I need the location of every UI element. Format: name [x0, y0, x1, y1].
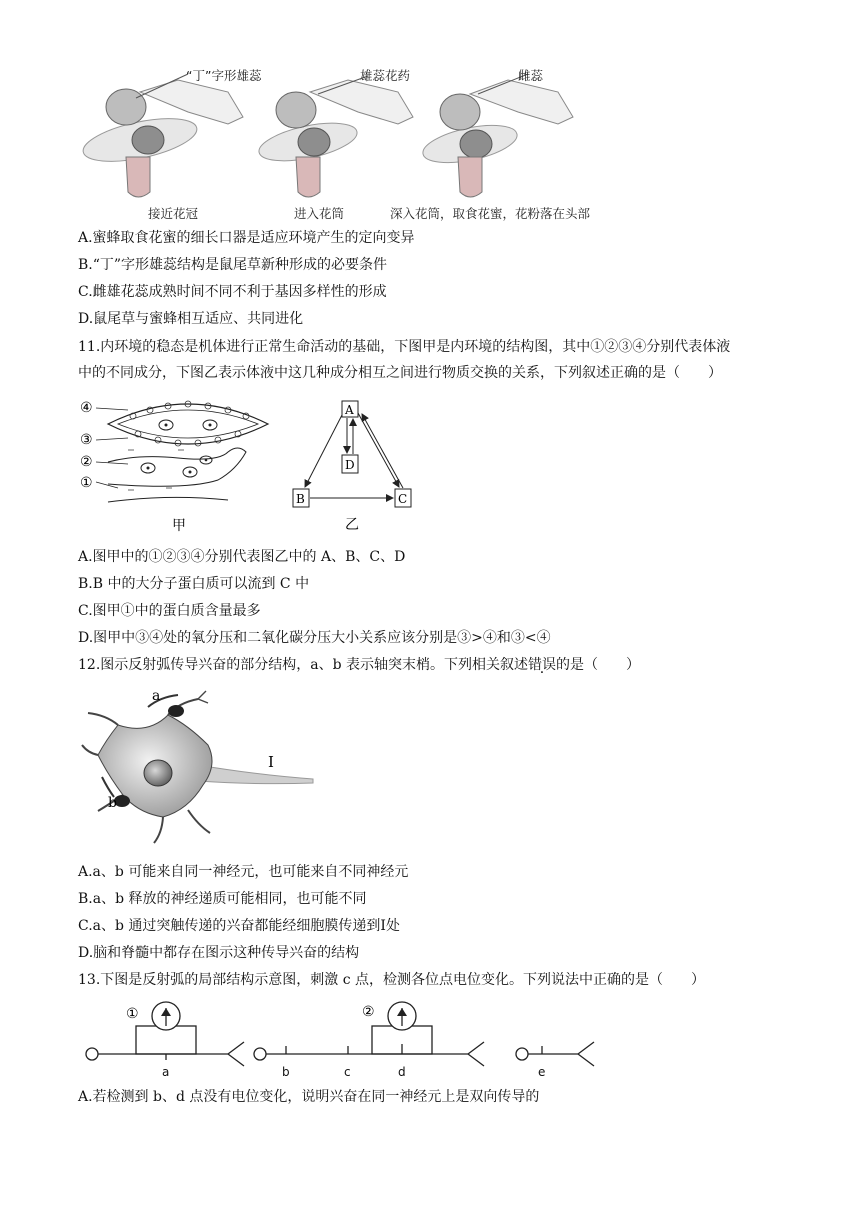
reflex-arc-diagram	[78, 996, 618, 1080]
bee-caption-2: 进入花筒	[294, 206, 345, 221]
yi-node-d: D	[345, 458, 355, 472]
point-c: c	[344, 1065, 351, 1079]
neuron-label-I: Ⅰ	[268, 753, 274, 771]
bee-panel-3	[420, 74, 573, 197]
bee-label-stamen: “丁”字形雄蕊	[186, 68, 262, 83]
q12-stem-after: 的是（ ）	[556, 657, 641, 673]
q12-option-a: A.a、b 可能来自同一神经元，也可能来自不同神经元	[78, 864, 409, 880]
point-d: d	[398, 1065, 406, 1079]
bee-panel-1	[80, 74, 243, 197]
q10-option-d: D.鼠尾草与蜜蜂相互适应、共同进化	[78, 311, 304, 327]
meter-2-label: ②	[362, 1004, 375, 1020]
q11-stem-line1: 11.内环境的稳态是机体进行正常生命活动的基础，下图甲是内环境的结构图，其中①②③④分别代表体液	[78, 339, 731, 355]
q10-option-c: C.雌雄花蕊成熟时间不同不利于基因多样性的形成	[78, 284, 387, 300]
bee-caption-3: 深入花筒，取食花蜜，花粉落在头部	[390, 206, 591, 221]
neuron-figure	[78, 685, 328, 850]
jia-marker-4: ④	[80, 400, 93, 416]
q11-option-a: A.图甲中的①②③④分别代表图乙中的 A、B、C、D	[78, 549, 406, 565]
bee-caption-1: 接近花冠	[148, 206, 199, 221]
bee-label-anther: 雄蕊花药	[360, 68, 411, 83]
yi-node-b: B	[296, 492, 305, 506]
q12-option-d: D.脑和脊髓中都存在图示这种传导兴奋的结构	[78, 945, 360, 961]
q12-option-c: C.a、b 通过突触传递的兴奋都能经细胞膜传递到Ⅰ处	[78, 918, 400, 934]
bee-pollination-figure	[78, 62, 591, 222]
yi-node-a: A	[345, 403, 354, 417]
q10-option-b: B.“丁”字形雄蕊结构是鼠尾草新种形成的必要条件	[78, 257, 388, 273]
point-a: a	[162, 1065, 170, 1079]
q11-option-c: C.图甲①中的蛋白质含量最多	[78, 603, 261, 619]
yi-caption: 乙	[345, 517, 359, 533]
point-e: e	[538, 1065, 546, 1079]
q11-option-b: B.B 中的大分子蛋白质可以流到 C 中	[78, 576, 310, 592]
q12-option-b: B.a、b 释放的神经递质可能相同，也可能不同	[78, 891, 367, 907]
q11-option-d: D.图甲中③④处的氧分压和二氧化碳分压大小关系应该分别是③>④和③<④	[78, 630, 551, 646]
jia-marker-1: ①	[80, 475, 93, 491]
q13-stem: 13.下图是反射弧的局部结构示意图，刺激 c 点，检测各位点电位变化。下列说法中正确的是（ ）	[78, 972, 706, 988]
q11-stem-line2: 中的不同成分，下图乙表示体液中这几种成分相互之间进行物质交换的关系，下列叙述正确的是（ ）	[78, 365, 722, 381]
q12-stem-before: 12.图示反射弧传导兴奋的部分结构，a、b 表示轴突末梢。下列相关叙述	[78, 657, 529, 673]
neuron-label-b: b	[108, 795, 117, 811]
point-b: b	[282, 1065, 290, 1079]
jia-marker-2: ②	[80, 454, 93, 470]
bee-panel-2	[256, 76, 413, 197]
fluid-exchange-diagram-yi	[285, 395, 425, 535]
neuron-label-a: a	[152, 688, 161, 704]
q10-option-a: A.蜜蜂取食花蜜的细长口器是适应环境产生的定向变异	[78, 230, 415, 246]
jia-caption: 甲	[172, 518, 186, 534]
yi-node-c: C	[398, 492, 408, 506]
q12-stem	[78, 655, 640, 675]
jia-marker-3: ③	[80, 432, 93, 448]
internal-environment-diagram-jia	[78, 392, 278, 542]
bee-label-pistil: 雌蕊	[518, 68, 544, 83]
q12-stem-emphasis: 错误	[528, 657, 557, 673]
meter-1-label: ①	[126, 1006, 139, 1022]
q13-option-a: A.若检测到 b、d 点没有电位变化，说明兴奋在同一神经元上是双向传导的	[78, 1089, 540, 1105]
